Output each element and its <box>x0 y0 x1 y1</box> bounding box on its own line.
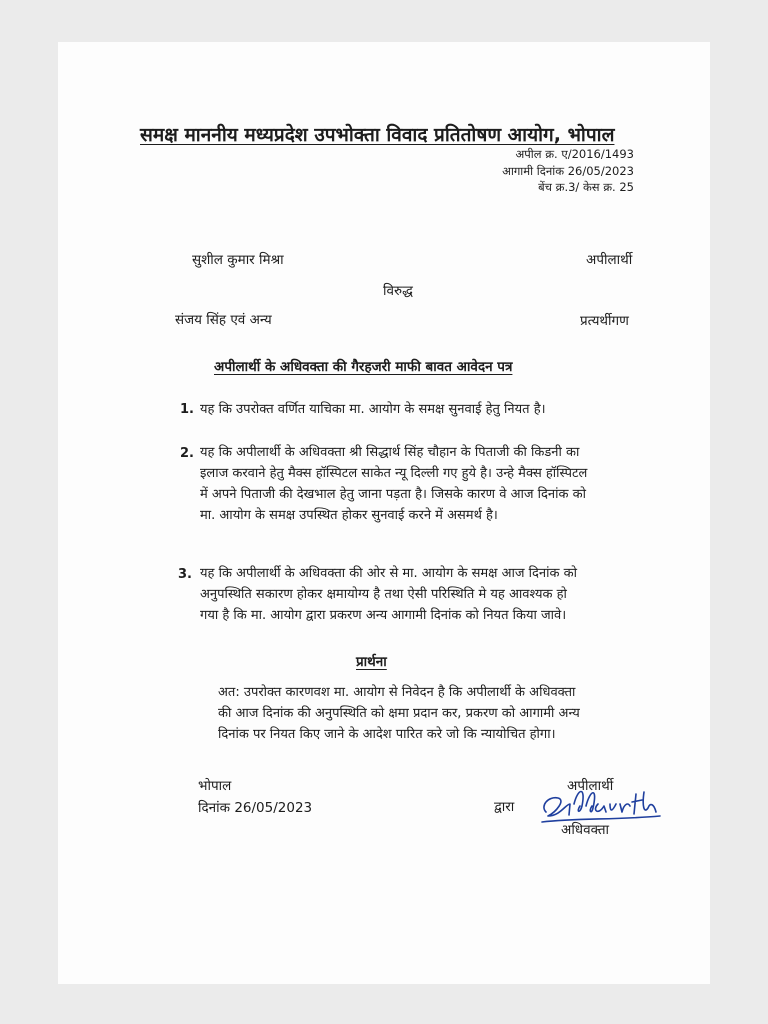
prayer-heading: प्रार्थना <box>356 654 387 670</box>
signer-role-bottom: अधिवक्ता <box>561 822 610 838</box>
prayer-line: अत: उपरोक्त कारणवश मा. आयोग से निवेदन है कि अपीलार्थी के अधिवक्ता <box>218 685 576 700</box>
appeal-number: अपील क्र. ए/2016/1493 <box>515 147 634 161</box>
point-line: यह कि अपीलार्थी के अधिवक्ता की ओर से मा. आयोग के समक्ष आज दिनांक को <box>200 566 577 581</box>
point-line: अनुपस्थिति सकारण होकर क्षमायोग्य है तथा ऐसी परिस्थिति मे यह आवश्यक हो <box>200 587 567 602</box>
handwritten-signature <box>536 782 666 826</box>
prayer-text <box>218 682 580 745</box>
versus-label: विरुद्ध <box>383 283 413 299</box>
prayer-line: दिनांक पर नियत किए जाने के आदेश पारित करे जो कि न्यायोचित होगा। <box>218 727 556 742</box>
point-line: यह कि उपरोक्त वर्णित याचिका मा. आयोग के समक्ष सुनवाई हेतु नियत है। <box>200 402 546 417</box>
respondent-name: संजय सिंह एवं अन्य <box>175 312 272 328</box>
place-label: भोपाल <box>198 778 232 794</box>
prayer-line: की आज दिनांक की अनुपस्थिति को क्षमा प्रदान कर, प्रकरण को आगामी अन्य <box>218 706 580 721</box>
point-number: 2. <box>180 446 194 461</box>
date-label: दिनांक 26/05/2023 <box>198 800 313 816</box>
point-number: 1. <box>180 402 194 417</box>
point-number: 3. <box>178 567 192 582</box>
bench-case-number: बेंच क्र.3/ केस क्र. 25 <box>538 180 634 194</box>
point-line: इलाज करवाने हेतु मैक्स हॉस्पिटल साकेत न्यू दिल्ली गए हुये है। उन्हे मैक्स हॉस्पिटल <box>200 466 588 481</box>
signer-role-top: अपीलार्थी <box>567 778 614 794</box>
point-line: यह कि अपीलार्थी के अधिवक्ता श्री सिद्धार्थ सिंह चौहान के पिताजी की किडनी का <box>200 445 580 460</box>
point-line: गया है कि मा. आयोग द्वारा प्रकरण अन्य आगामी दिनांक को नियत किया जावे। <box>200 608 567 623</box>
document-heading: समक्ष माननीय मध्यप्रदेश उपभोक्ता विवाद प्रतितोषण आयोग, भोपाल <box>140 124 615 146</box>
point-text <box>200 442 587 526</box>
appellant-role: अपीलार्थी <box>586 252 633 268</box>
point-text <box>200 399 546 420</box>
respondent-role: प्रत्यर्थीगण <box>580 313 629 329</box>
next-hearing-date: आगामी दिनांक 26/05/2023 <box>502 164 634 178</box>
point-line: में अपने पिताजी की देखभाल हेतु जाना पड़ता है। जिसके कारण वे आज दिनांक को <box>200 487 586 502</box>
point-line: मा. आयोग के समक्ष उपस्थित होकर सुनवाई करने में असमर्थ है। <box>200 508 498 523</box>
application-title: अपीलार्थी के अधिवक्ता की गैरहजरी माफी बावत आवेदन पत्र <box>214 359 513 375</box>
point-text <box>200 563 577 626</box>
appellant-name: सुशील कुमार मिश्रा <box>192 252 284 268</box>
by-label: द्वारा <box>494 799 515 815</box>
